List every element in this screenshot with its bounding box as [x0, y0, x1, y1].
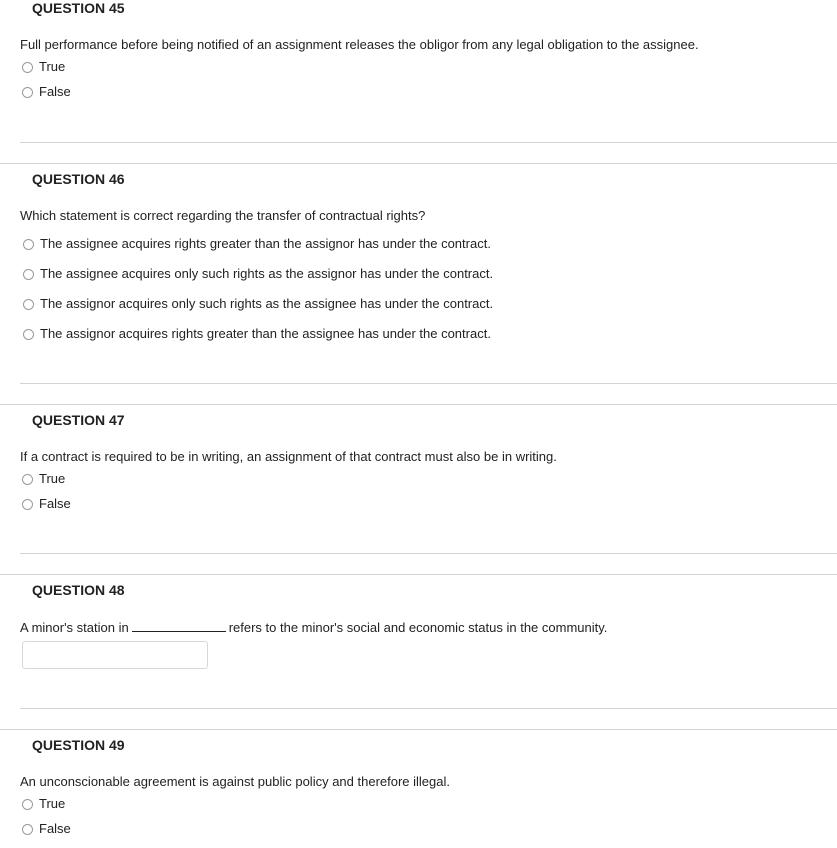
question-title: QUESTION 48 — [32, 582, 125, 598]
divider — [0, 729, 837, 730]
radio-button[interactable] — [23, 299, 34, 310]
radio-button[interactable] — [23, 269, 34, 280]
divider — [20, 383, 837, 384]
question-title: QUESTION 46 — [32, 171, 125, 187]
question-title: QUESTION 49 — [32, 737, 125, 753]
radio-button[interactable] — [22, 474, 33, 485]
option-label: False — [39, 496, 71, 511]
question-text-after: refers to the minor's social and economic status in the community. — [228, 620, 608, 635]
option-label: True — [39, 796, 66, 811]
radio-button[interactable] — [22, 62, 33, 73]
option-label: The assignor acquires only such rights as the assignee has under the contract. — [40, 296, 494, 311]
divider — [0, 574, 837, 575]
radio-button[interactable] — [22, 799, 33, 810]
divider — [20, 553, 837, 554]
option-d[interactable] — [23, 326, 491, 342]
option-true[interactable] — [22, 471, 65, 487]
option-label: False — [39, 821, 71, 836]
divider — [20, 142, 837, 143]
question-title: QUESTION 47 — [32, 412, 125, 428]
question-text: An unconscionable agreement is against public policy and therefore illegal. — [20, 774, 450, 789]
option-label: The assignee acquires only such rights as the assignor has under the contract. — [40, 266, 494, 281]
option-false[interactable] — [22, 84, 71, 100]
question-text — [20, 619, 607, 636]
option-true[interactable] — [22, 796, 65, 812]
divider — [0, 163, 837, 164]
option-b[interactable] — [23, 266, 493, 282]
question-text: Which statement is correct regarding the transfer of contractual rights? — [20, 208, 426, 223]
fill-in-blank-line — [132, 619, 226, 632]
option-a[interactable] — [23, 236, 491, 252]
option-false[interactable] — [22, 821, 71, 837]
divider — [0, 404, 837, 405]
option-label: The assignor acquires rights greater than the assignee has under the contract. — [40, 326, 491, 341]
question-text: Full performance before being notified of an assignment releases the obligor from any legal obligation to the assignee. — [20, 37, 699, 52]
option-label: True — [39, 59, 66, 74]
answer-input[interactable] — [23, 642, 207, 668]
radio-button[interactable] — [22, 87, 33, 98]
radio-button[interactable] — [22, 499, 33, 510]
divider — [20, 708, 837, 709]
question-text-before: A minor's station in — [20, 620, 129, 635]
option-label: True — [39, 471, 66, 486]
answer-input-box[interactable] — [22, 641, 208, 669]
option-c[interactable] — [23, 296, 493, 312]
option-false[interactable] — [22, 496, 71, 512]
question-title: QUESTION 45 — [32, 0, 125, 16]
question-text: If a contract is required to be in writing, an assignment of that contract must also be in writing. — [20, 449, 557, 464]
radio-button[interactable] — [22, 824, 33, 835]
radio-button[interactable] — [23, 329, 34, 340]
option-label: The assignee acquires rights greater than the assignor has under the contract. — [40, 236, 491, 251]
radio-button[interactable] — [23, 239, 34, 250]
option-label: False — [39, 84, 71, 99]
option-true[interactable] — [22, 59, 65, 75]
